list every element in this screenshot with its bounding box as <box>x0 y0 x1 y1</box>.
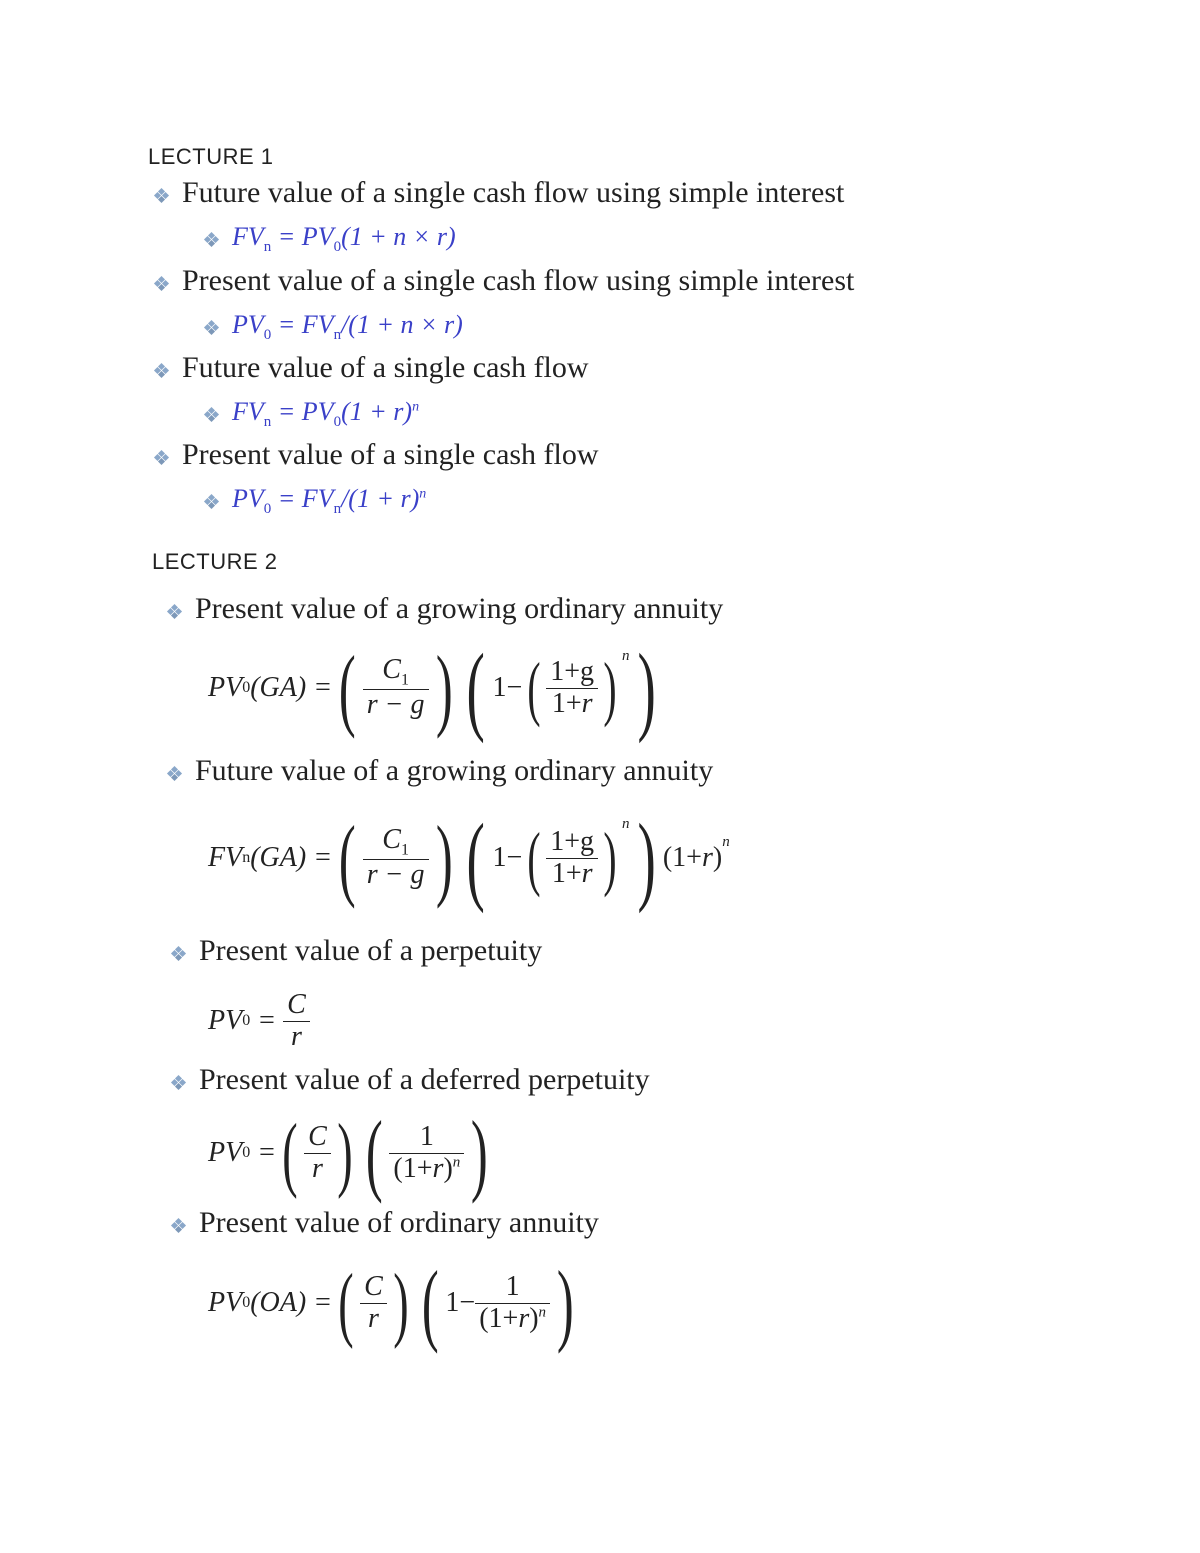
lecture-1-item-4: Present value of a single cash flow <box>155 438 599 472</box>
bullet-icon <box>172 1076 185 1089</box>
lecture-2-item-2: Future value of a growing ordinary annuity <box>168 754 713 788</box>
bullet-icon <box>205 321 218 334</box>
formula-pv-compound: $PV_0 = FV_n/(1 + r)^n$ <box>205 484 426 518</box>
lecture-2-item-1: Present value of a growing ordinary annuity <box>168 592 723 626</box>
lecture-2-item-5: Present value of ordinary annuity <box>172 1206 599 1240</box>
lecture-1-item-1: Future value of a single cash flow using simple interest <box>155 176 844 210</box>
bullet-icon <box>205 408 218 421</box>
formula-pv-simple: $PV_0 = FV_n/(1 + n \times r)$ <box>205 310 463 344</box>
formula-pv-perpetuity: PV 0 = $\frac{C}{r}$ <box>208 985 310 1057</box>
lecture-2-item-4: Present value of a deferred perpetuity <box>172 1063 650 1097</box>
bullet-icon <box>168 767 181 780</box>
formula-pv-ordinary-annuity: PV 0 (OA) = ( $\frac{C}{r}$ ) ( 1− $\frac{1}{(1+r)^n}$ ) <box>208 1252 574 1354</box>
bullet-icon <box>155 364 168 377</box>
lecture-1-heading: LECTURE 1 <box>148 144 274 169</box>
formula-pv-deferred-perpetuity: PV 0 = ( $\frac{C}{r}$ ) ( $\frac{1}{(1+r)^n}$ ) <box>208 1102 489 1204</box>
bullet-icon <box>205 233 218 246</box>
lecture-2-heading: LECTURE 2 <box>152 549 278 574</box>
lecture-1-item-2: Present value of a single cash flow using simple interest <box>155 264 854 298</box>
formula-pv-growing-annuity: PV 0 (GA) = ( $\frac{C_1}{r - g}$ ) ( 1− ( $\frac{1+g}{1+r}$ ) $^n$ ) <box>208 632 656 744</box>
formula-fv-growing-annuity: FV n (GA) = ( $\frac{C_1}{r - g}$ ) ( 1− ( $\frac{1+g}{1+r}$ ) $^n$ ) (1+ r ) $^n$ <box>208 802 730 914</box>
bullet-icon <box>172 947 185 960</box>
bullet-icon <box>168 605 181 618</box>
formula-fv-compound: $FV_n = PV_0(1 + r)^n$ <box>205 397 419 431</box>
bullet-icon <box>205 495 218 508</box>
bullet-icon <box>155 451 168 464</box>
bullet-icon <box>155 189 168 202</box>
lecture-2-item-3: Present value of a perpetuity <box>172 934 542 968</box>
formula-fv-simple: $FV_n = PV_0(1 + n \times r)$ <box>205 222 456 256</box>
lecture-1-item-3: Future value of a single cash flow <box>155 351 589 385</box>
bullet-icon <box>155 277 168 290</box>
bullet-icon <box>172 1219 185 1232</box>
